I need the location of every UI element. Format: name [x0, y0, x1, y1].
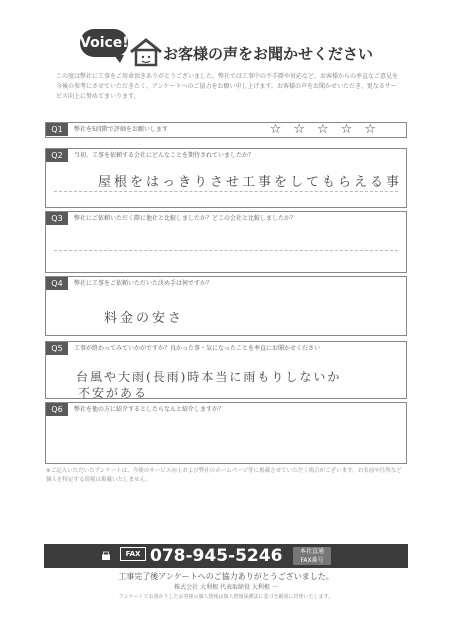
voice-badge: Voice!	[80, 29, 128, 57]
question-row-q5	[45, 341, 407, 399]
question-row-q1	[45, 122, 407, 138]
question-text: 弊社にご依頼いただく際に他社と比較しましたか？どこの会社と比較しましたか？	[74, 215, 297, 222]
question-text: 弊社に工事をご依頼いただいた決め手は何ですか？	[74, 280, 213, 287]
question-text: 工事が終わってみていかがですか？良かった事・気になったことを率直にお聞かせください	[74, 345, 320, 352]
privacy-text: アンケートでお預かりしたお客様の個人情報は個人情報保護法に基づき厳重に管理いたします。	[118, 594, 334, 600]
answer-line	[54, 191, 398, 192]
fax-tag-line2: FAX番号	[300, 557, 324, 564]
question-row-q6	[45, 402, 407, 464]
handwritten-answer: 屋根をはっきりさせ工事をしてもらえる事	[98, 175, 403, 190]
question-number: Q3	[46, 212, 68, 225]
question-text: 当初、工事を依頼する会社にどんなことを期待されていましたか？	[74, 152, 255, 159]
fax-label: FAX	[120, 547, 146, 561]
question-number: Q4	[46, 277, 68, 290]
question-number: Q5	[46, 342, 68, 355]
question-header	[46, 403, 406, 417]
question-header	[46, 212, 406, 226]
question-number: Q1	[46, 123, 68, 136]
fax-tag	[293, 547, 331, 565]
question-row-q2	[45, 148, 407, 208]
question-row-q4	[45, 276, 407, 336]
question-number: Q6	[46, 403, 68, 416]
notes-text: ※ご記入いただいたアンケートは、今後のサービス向上および弊社のホームページ等に掲載させていただく場合がございます。お名前や住所など個人を特定する情報は掲載いたしません。	[46, 468, 402, 483]
handwritten-answer-line1: 台風や大雨(長雨)時本当に雨もりしないか	[76, 370, 342, 384]
question-text: 弊社を5段階で評価をお願いします	[74, 126, 168, 133]
handwritten-answer: 料金の安さ	[104, 311, 185, 326]
question-number: Q2	[46, 149, 68, 162]
star-rating[interactable]: ☆☆☆☆☆	[269, 122, 388, 137]
intro-text: この度は弊社に工事をご用命頂きありがとうございました。弊社では工事中の不手際や対応など、お客様からの率直なご意見を今後の参考にさせていただきたく、アンケートへのご協力をお願い申し上げます。お客様の声をお聞かせいただき、更なるサービス向上に努めてまいります。	[56, 73, 399, 100]
question-header	[46, 342, 406, 356]
fax-number[interactable]: 078-945-5246	[150, 546, 283, 566]
thanks-text: 工事完了後アンケートへのご協力ありがとうございました。	[118, 572, 334, 581]
question-row-q3	[45, 211, 407, 273]
answer-line	[54, 250, 398, 251]
fax-tag-line1: 本社直通	[299, 548, 324, 555]
handwritten-answer-line2: 不安がある	[78, 386, 149, 400]
question-header	[46, 149, 406, 163]
house-icon	[129, 37, 163, 67]
fax-machine-icon	[100, 546, 120, 566]
question-header	[46, 277, 406, 291]
question-text: 弊社を他の方に紹介するとしたらなんと紹介しますか？	[74, 406, 225, 413]
page-title: お客様の声をお聞かせください	[163, 45, 374, 63]
company-name: 株式会社 大利根 代表取締役 大利根 一	[174, 584, 278, 591]
